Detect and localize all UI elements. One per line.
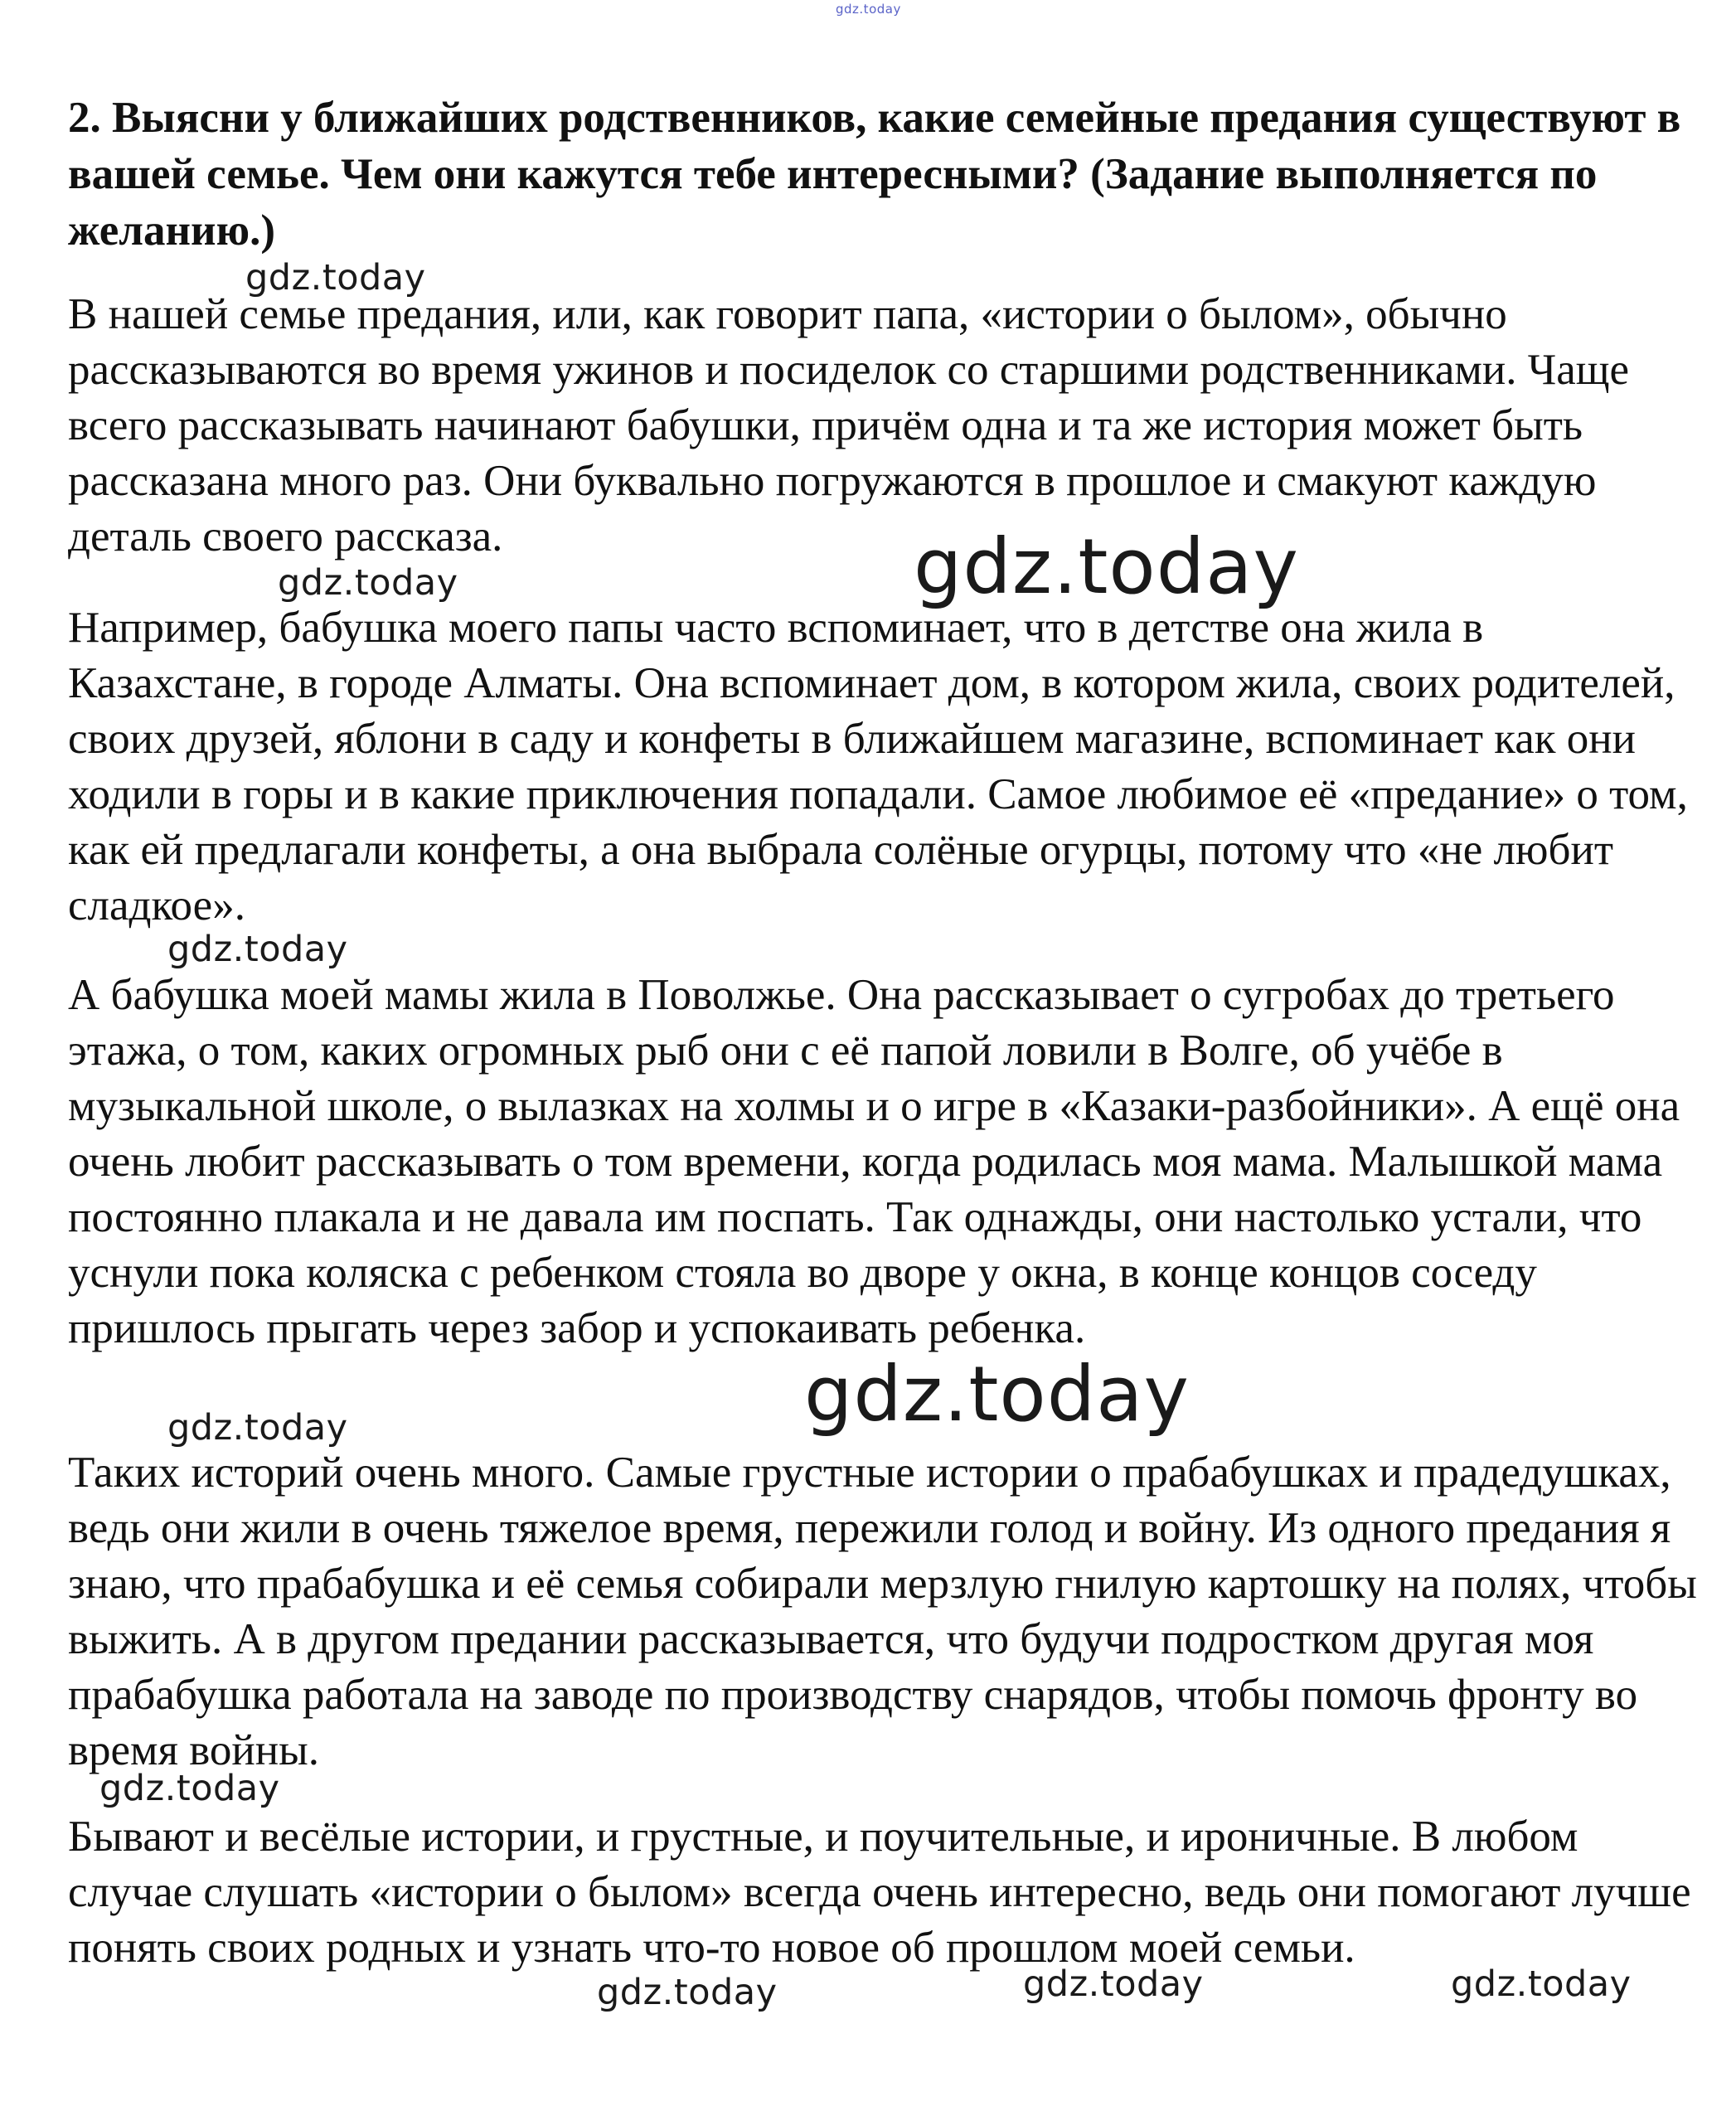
watermark: gdz.today	[597, 1972, 778, 2013]
answer-paragraph-1: В нашей семье предания, или, как говорит папа, «истории о былом», обычно рассказываются во время ужинов и посиделок со старшими родственниками. Чаще всего рассказывать начинают бабушки, причём одна и та же история может быть рассказана много раз. Они буквально погружаются в прошлое и смакуют каждую деталь своего рассказа.	[68, 290, 1630, 561]
watermark: gdz.today	[245, 257, 426, 298]
watermark: gdz.today	[99, 1768, 280, 1809]
answer-paragraph-4: Таких историй очень много. Самые грустные истории о прабабушках и прадедушках, ведь они жили в очень тяжелое время, пережили голод и войну. Из одного предания я знаю, что прабабушка и её семья собирали мерзлую гнилую картошку на полях, чтобы выжить. А в другом предании рассказывается, что будучи подростком другая моя прабабушка работала на заводе по производству снарядов, чтобы помочь фронту во время войны.	[68, 1449, 1697, 1774]
watermark: gdz.today	[167, 929, 348, 970]
answer-paragraph-5: Бывают и весёлые истории, и грустные, и поучительные, и ироничные. В любом случае слушать «истории о былом» всегда очень интересно, ведь они помогают лучше понять своих родных и узнать что-то новое об прошлом моей семьи.	[68, 1813, 1691, 1972]
watermark: gdz.today	[804, 1350, 1190, 1439]
watermark: gdz.today	[278, 562, 458, 604]
watermark: gdz.today	[167, 1407, 348, 1449]
task-question: 2. Выясни у ближайших родственников, какие семейные предания существуют в вашей семье. Чем они кажутся тебе интересными? (Задание выполняется по желанию.)	[68, 94, 1681, 255]
watermark: gdz.today	[1023, 1963, 1204, 2005]
answer-paragraph-2: Например, бабушка моего папы часто вспоминает, что в детстве она жила в Казахстане, в городе Алматы. Она вспоминает дом, в котором жила, своих родителей, своих друзей, яблони в саду и конфеты в ближайшем магазине, вспоминает как они ходили в горы и в какие приключения попадали. Самое любимое её «предание» о том, как ей предлагали конфеты, а она выбрала солёные огурцы, потому что «не любит сладкое».	[68, 604, 1688, 929]
answer-paragraph-3: А бабушка моей мамы жила в Поволжье. Она рассказывает о сугробах до третьего этажа, о том, каких огромных рыб они с её папой ловили в Волге, об учёбе в музыкальной школе, о вылазках на холмы и о игре в «Казаки-разбойники». А ещё она очень любит рассказывать о том времени, когда родилась моя мама. Малышкой мама постоянно плакала и не давала им поспать. Так однажды, они настолько устали, что уснули пока коляска с ребенком стояла во дворе у окна, в конце концов соседу пришлось прыгать через забор и успокаивать ребенка.	[68, 971, 1680, 1352]
watermark: gdz.today	[1451, 1963, 1632, 2005]
watermark: gdz.today	[914, 522, 1299, 611]
header-watermark: gdz.today	[836, 2, 901, 17]
